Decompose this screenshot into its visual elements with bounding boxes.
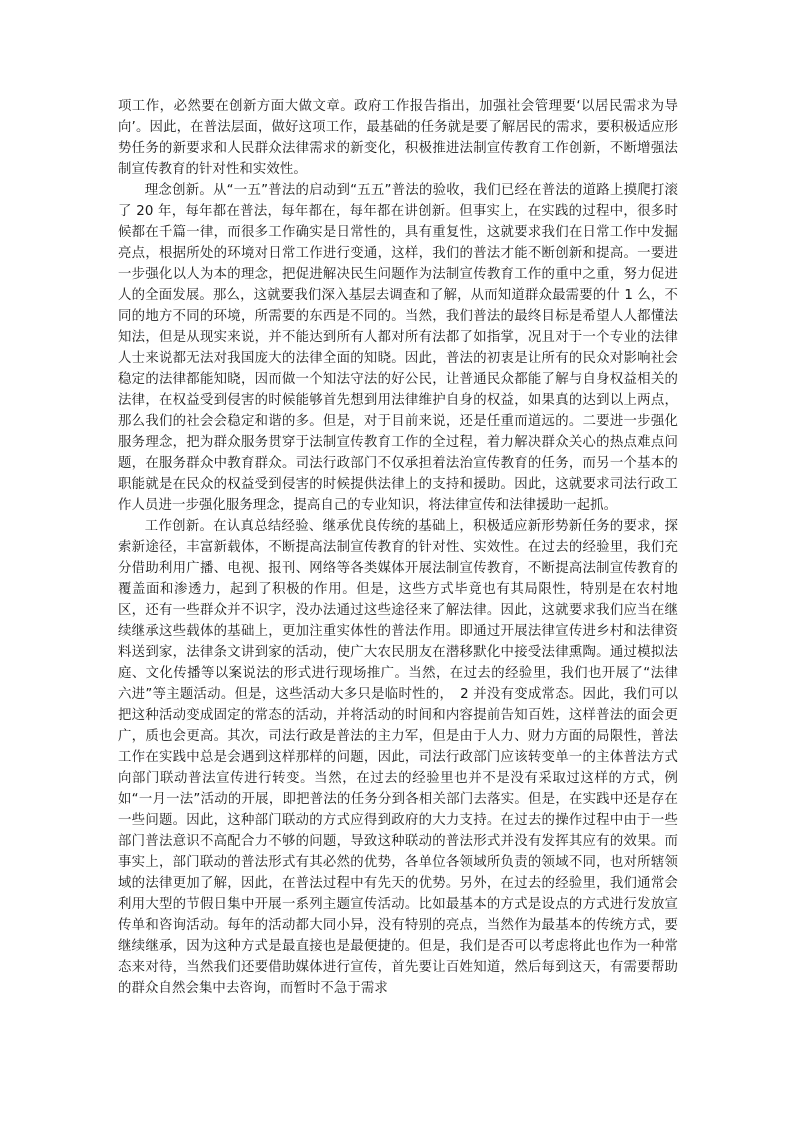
paragraph-intro: 项工作，必然要在创新方面大做文章。政府工作报告指出，加强社会管理要‘以居民需求为导向’。因此，在普法层面，做好这项工作，最基础的任务就是要了解居民的需求，要积极适应形势任务的新要求和人民群众法律需求的新变化，积极推进法制宣传教育工作创新，不断增强法制宣传教育的针对性和实效性。 — [118, 99, 678, 177]
paragraph-concept-innovation: 理念创新。从“一五”普法的启动到“五五”普法的验收，我们已经在普法的道路上摸爬打滚了 20 年，每年都在普法，每年都在，每年都在讲创新。但事实上，在实践的过程中，很多时候都在千篇一律，而很多工作确实是日常性的，具有重复性，这就要求我们在日常工作中发掘亮点，根据所处的环境对日常工作进行变通，这样，我们的普法才能不断创新和提高。一要进一步强化以人为本的理念，把促进解决民生问题作为法制宣传教育工作的重中之重，努力促进人的全面发展。那么，这就要我们深入基层去调查和了解，从而知道群众最需要的什 1 么，不同的地方不同的环境，所需要的东西是不同的。当然，我们普法的最终目标是希望人人都懂法知法，但是从现实来说，并不能达到所有人都对所有法都了如指掌，况且对于一个专业的法律人士来说都无法对我国庞大的法律全面的知晓。因此，普法的初衷是让所有的民众对影响社会稳定的法律都能知晓，因而做一个知法守法的好公民，让普通民众都能了解与自身权益相关的法律，在权益受到侵害的时候能够首先想到用法律维护自身的权益，如果真的达到以上两点，那么我们的社会会稳定和谐的多。但是，对于目前来说，还是任重而道远的。二要进一步强化服务理念，把为群众服务贯穿于法制宣传教育工作的全过程，着力解决群众关心的热点难点问题，在服务群众中教育群众。司法行政部门不仅承担着法治宣传教育的任务，而另一个基本的职能就是在民众的权益受到侵害的时候提供法律上的支持和援助。因此，这就要求司法行政工作人员进一步强化服务理念，提高自己的专业知识，将法律宣传和法律援助一起抓。 — [118, 183, 678, 513]
document-page — [118, 96, 678, 999]
paragraph-work-innovation: 工作创新。在认真总结经验、继承优良传统的基础上，积极适应新形势新任务的要求，探索新途径，丰富新载体，不断提高法制宣传教育的针对性、实效性。在过去的经验里，我们充分借助利用广播、电视、报刊、网络等各类媒体开展法制宣传教育，不断提高法制宣传教育的覆盖面和渗透力，起到了积极的作用。但是，这些方式毕竟也有其局限性，特别是在农村地区，还有一些群众并不识字，没办法通过这些途径来了解法律。因此，这就要求我们应当在继续继承这些载体的基础上，更加注重实体性的普法作用。即通过开展法律宣传进乡村和法律资料送到家，法律条文讲到家的活动，使广大农民朋友在潜移默化中接受法律熏陶。通过模拟法庭、文化传播等以案说法的形式进行现场推广。当然，在过去的经验里，我们也开展了“法律六进”等主题活动。但是，这些活动大多只是临时性的， 2 并没有变成常态。因此，我们可以把这种活动变成固定的常态的活动，并将活动的时间和内容提前告知百姓，这样普法的面会更广，质也会更高。其次，司法行政是普法的主力军，但是由于人力、财力方面的局限性，普法工作在实践中总是会遇到这样那样的问题，因此，司法行政部门应该转变单一的主体普法方式向部门联动普法宣传进行转变。当然，在过去的经验里也并不是没有采取过这样的方式，例如“一月一法”活动的开展，即把普法的任务分到各相关部门去落实。但是，在实践中还是存在一些问题。因此，这种部门联动的方式应得到政府的大力支持。在过去的操作过程中由于一些部门普法意识不高配合力不够的问题，导致这种联动的普法形式并没有发挥其应有的效果。而事实上，部门联动的普法形式有其必然的优势，各单位各领域所负责的领域不同，也对所辖领域的法律更加了解，因此，在普法过程中有先天的优势。另外，在过去的经验里，我们通常会利用大型的节假日集中开展一系列主题宣传活动。比如最基本的方式是设点的方式进行发放宣传单和咨询活动。每年的活动都大同小异，没有特别的亮点，当然作为最基本的传统方式，要继续继承，因为这种方式是最直接也是最便捷的。但是，我们是否可以考虑将此也作为一种常态来对待，当然我们还要借助媒体进行宣传，首先要让百姓知道，然后每到这天，有需要帮助的群众自然会集中去咨询，而暂时不急于需求 — [118, 519, 678, 996]
